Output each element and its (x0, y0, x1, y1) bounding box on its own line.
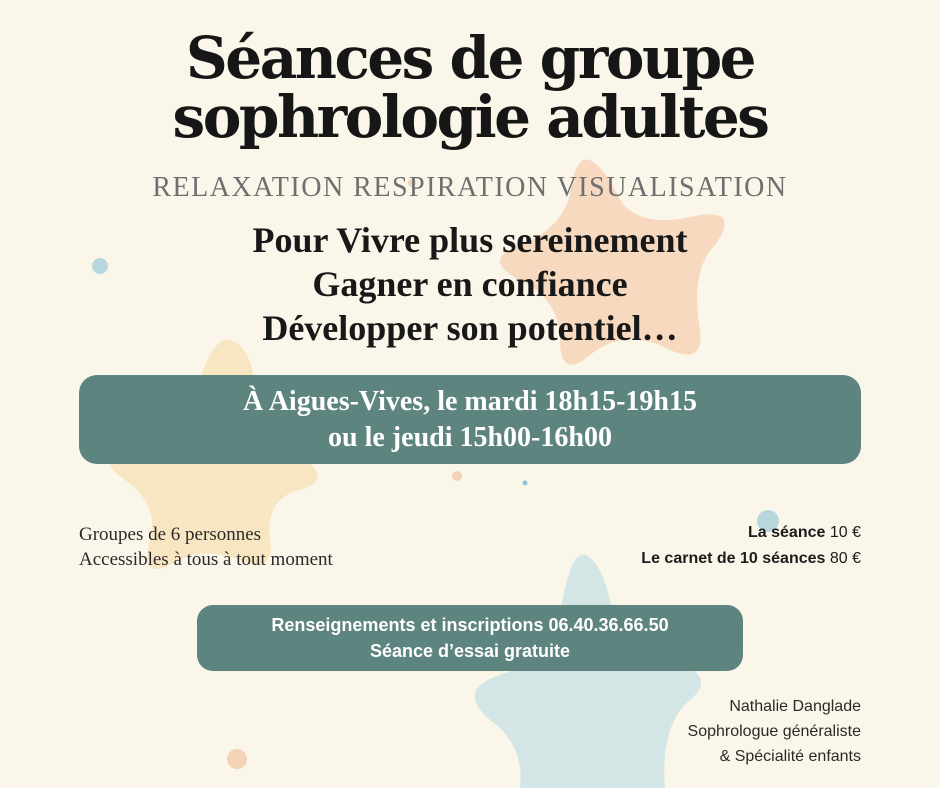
contact-phone-text: Renseignements et inscriptions 06.40.36.66.50 (271, 615, 669, 635)
peach-dot-decoration (227, 749, 247, 769)
session-price-value: 10 € (829, 524, 861, 541)
group-info (79, 522, 333, 572)
schedule-line-1: À Aigues-Vives, le mardi 18h15-19h15 (243, 385, 697, 417)
practitioner-name: Nathalie Danglade (729, 698, 861, 715)
peach-dot-decoration (452, 471, 462, 481)
accessibility-text: Accessibles à tous à tout moment (79, 549, 333, 570)
group-size-text: Groupes de 6 personnes (79, 524, 262, 545)
session-price-label: La séance (748, 524, 826, 541)
session-price-row (641, 520, 861, 546)
pricing (641, 520, 861, 572)
benefit-1: Pour Vivre plus sereinement (252, 220, 688, 260)
page-title-line-2: sophrologie adultes (172, 83, 768, 151)
page-title-line-1: Séances de groupe (185, 24, 755, 92)
contact-banner (197, 605, 743, 671)
practitioner-specialty: & Spécialité enfants (719, 748, 861, 765)
blue-dot-decoration (523, 481, 528, 486)
pack-price-label: Le carnet de 10 séances (641, 550, 826, 567)
benefit-2: Gagner en confiance (312, 264, 628, 304)
schedule-line-2: ou le jeudi 15h00-16h00 (328, 421, 612, 453)
benefit-3: Développer son potentiel… (262, 308, 678, 348)
practitioner-role: Sophrologue généraliste (687, 723, 861, 740)
schedule-banner (79, 375, 861, 464)
free-trial-text: Séance d’essai gratuite (369, 641, 571, 661)
pack-price-value: 80 € (829, 550, 861, 567)
blue-star-decoration (475, 555, 702, 788)
pack-price-row (641, 546, 861, 572)
subtitle: RELAXATION RESPIRATION VISUALISATION (152, 172, 788, 203)
signature (688, 694, 861, 769)
